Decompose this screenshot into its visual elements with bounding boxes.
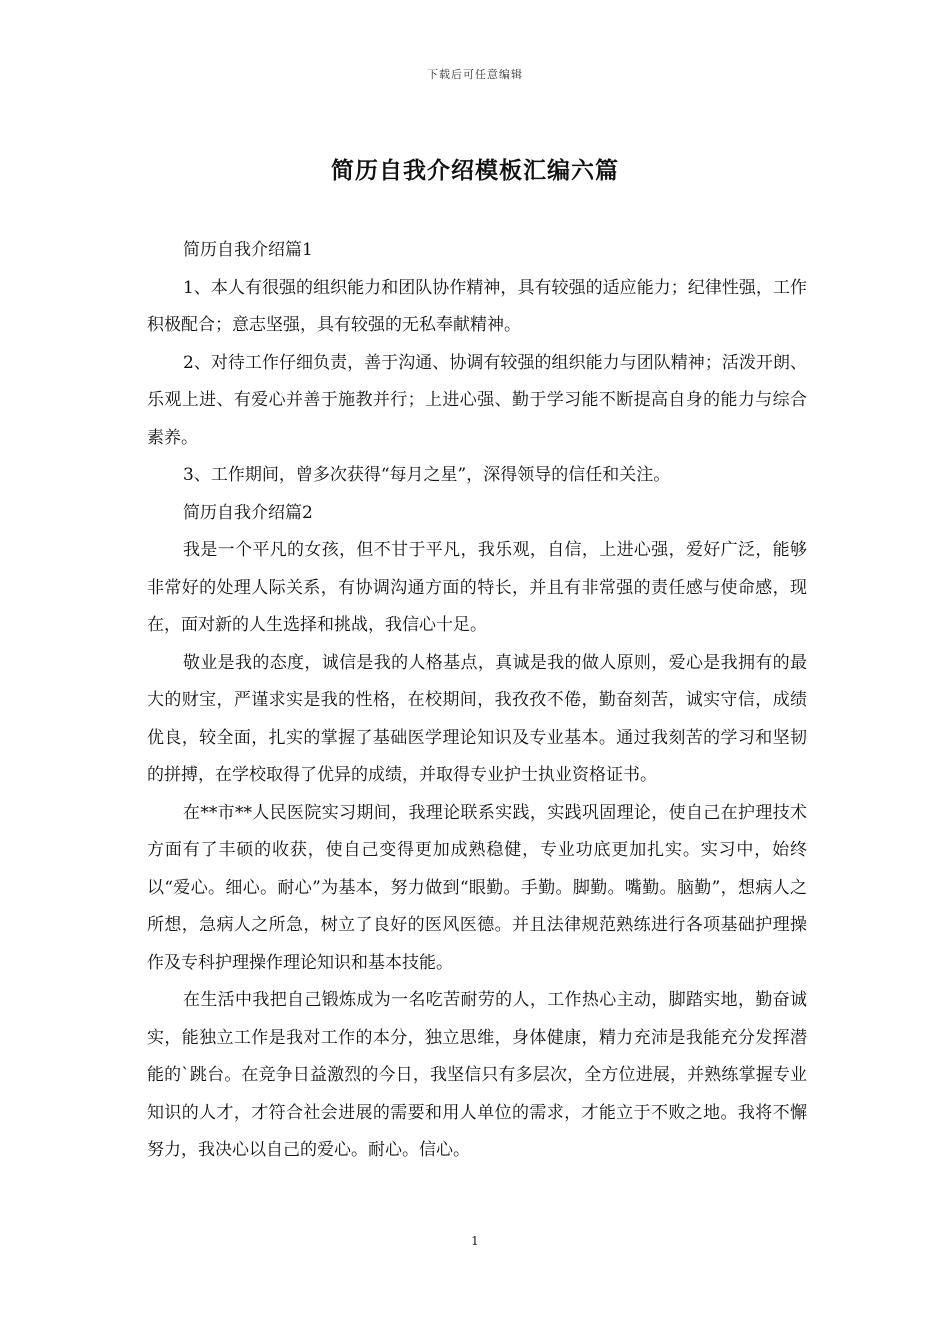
paragraph: 3、工作期间，曾多次获得“每月之星”，深得领导的信任和关注。 [183, 465, 671, 485]
header-note: 下载后可任意编辑 [427, 68, 523, 81]
page-number: 1 [471, 1234, 479, 1248]
document-title: 简历自我介绍模板汇编六篇 [331, 157, 619, 184]
paragraph: 在**市**人民医院实习期间，我理论联系实践，实践巩固理论，使自己在护理技术方面有了丰硕的收获，使自己变得更加成熟稳健，专业功底更加扎实。实习中，始终以“爱心。细心。耐心”为基本，努力做到“眼勤。手勤。脚勤。嘴勤。脑勤”，想病人之所想，急病人之所急，树立了良好的医风医德。并且法律规范熟练进行各项基础护理操作及专科护理操作理论知识和基本技能。 [147, 802, 807, 973]
document-body [147, 232, 807, 1170]
section-heading-1: 简历自我介绍篇1 [183, 240, 313, 260]
section-heading-2: 简历自我介绍篇2 [183, 502, 313, 523]
paragraph: 敬业是我的态度，诚信是我的人格基点，真诚是我的做人原则，爱心是我拥有的最大的财宝，严谨求实是我的性格，在校期间，我孜孜不倦，勤奋刻苦，诚实守信，成绩优良，较全面，扎实的掌握了基础医学理论知识及专业基本。通过我刻苦的学习和坚韧的拼搏，在学校取得了优异的成绩，并取得专业护士执业资格证书。 [147, 652, 807, 785]
paragraph: 1、本人有很强的组织能力和团队协作精神，具有较强的适应能力；纪律性强，工作积极配合；意志坚强，具有较强的无私奉献精神。 [147, 277, 807, 335]
paragraph: 在生活中我把自己锻炼成为一名吃苦耐劳的人，工作热心主动，脚踏实地，勤奋诚实，能独立工作是我对工作的本分，独立思维，身体健康，精力充沛是我能充分发挥潜能的`跳台。在竞争日益激烈的今日，我坚信只有多层次，全方位进展，并熟练掌握专业知识的人才，才符合社会进展的需要和用人单位的需求，才能立于不败之地。我将不懈努力，我决心以自己的爱心。耐心。信心。 [147, 990, 807, 1160]
paragraph: 2、对待工作仔细负责，善于沟通、协调有较强的组织能力与团队精神；活泼开朗、乐观上进、有爱心并善于施教并行；上进心强、勤于学习能不断提高自身的能力与综合素养。 [147, 352, 807, 448]
paragraph: 我是一个平凡的女孩，但不甘于平凡，我乐观，自信，上进心强，爱好广泛，能够非常好的处理人际关系，有协调沟通方面的特长，并且有非常强的责任感与使命感，现在，面对新的人生选择和挑战，我信心十足。 [147, 540, 807, 635]
